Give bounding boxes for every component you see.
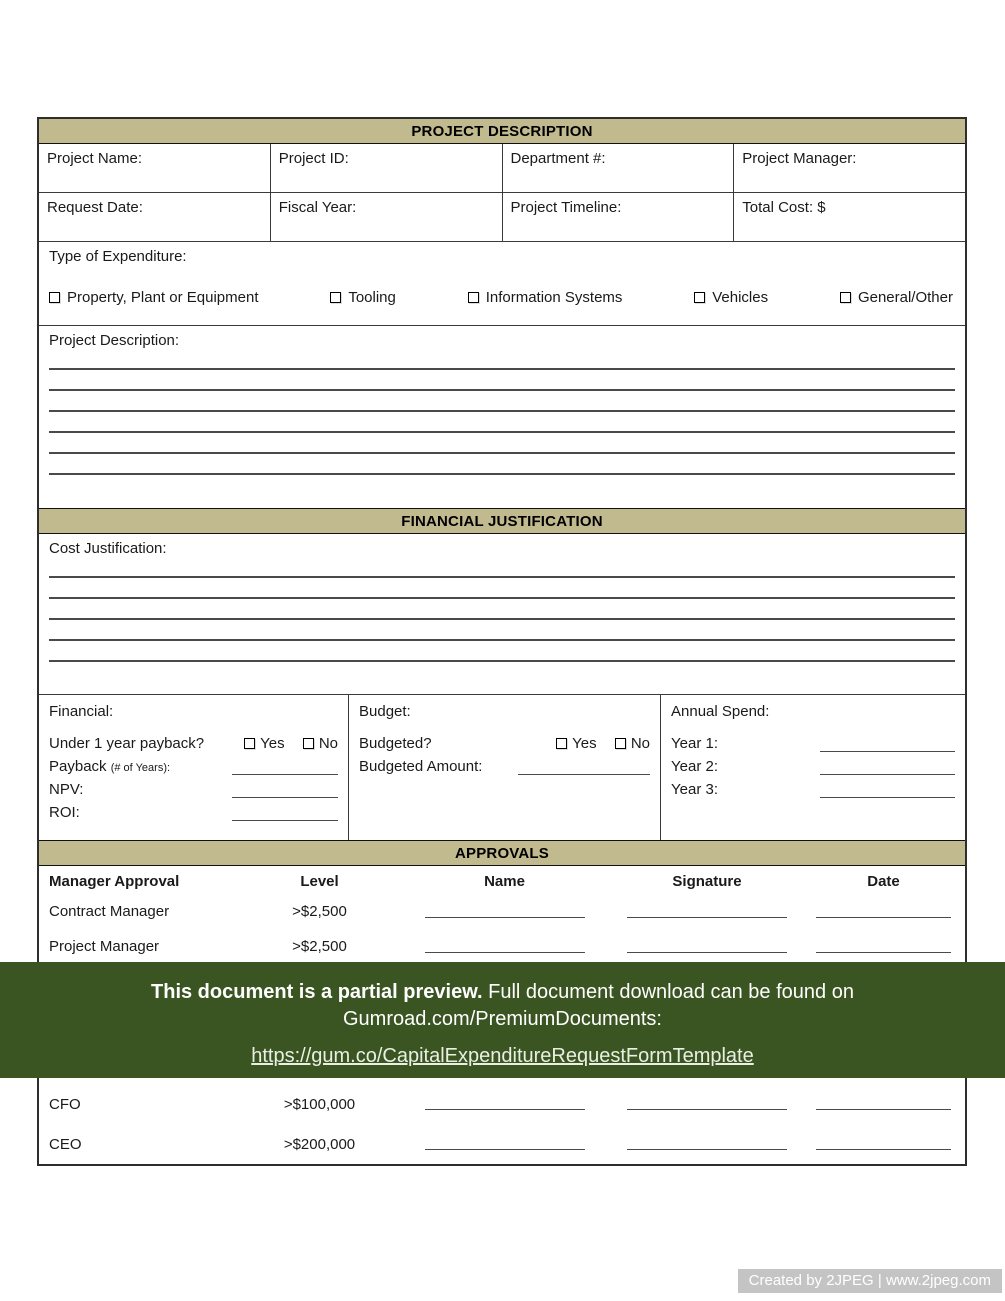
approver-role: Contract Manager <box>49 903 170 920</box>
expenditure-options <box>49 289 955 306</box>
option-vehicles: Vehicles <box>694 289 768 306</box>
approval-level: >$100,000 <box>283 1095 356 1113</box>
annual-spend-column <box>661 695 965 840</box>
form-row-1 <box>39 144 965 193</box>
name-signature-line <box>425 902 585 918</box>
write-line <box>49 433 955 454</box>
approver-role: Project Manager <box>49 938 160 955</box>
checkbox-icon <box>303 738 314 749</box>
checkbox-icon <box>49 292 60 303</box>
write-line <box>820 761 955 775</box>
checkbox-icon <box>244 738 255 749</box>
field-project-id: Project ID: <box>271 144 503 192</box>
write-line <box>49 349 955 370</box>
budget-heading: Budget: <box>359 703 411 720</box>
signature-line <box>627 1134 787 1150</box>
budgeted-yes-no: Yes No <box>556 735 650 752</box>
section-header-financial-justification: FINANCIAL JUSTIFICATION <box>39 508 965 534</box>
checkbox-icon <box>840 292 851 303</box>
approval-level: >$200,000 <box>283 1135 356 1153</box>
checkbox-icon <box>615 738 626 749</box>
payback-yes-no: Yes No <box>244 735 338 752</box>
signature-line <box>627 1094 787 1110</box>
financial-heading: Financial: <box>49 703 114 720</box>
approval-row-contract-manager <box>39 894 965 929</box>
field-request-date: Request Date: <box>39 193 271 241</box>
write-line <box>232 807 338 821</box>
approver-role: CFO <box>49 1095 81 1113</box>
signature-line <box>627 937 787 953</box>
field-fiscal-year: Fiscal Year: <box>271 193 503 241</box>
write-line <box>49 578 955 599</box>
option-general-other: General/Other <box>840 289 953 306</box>
npv-label: NPV: <box>49 781 84 798</box>
financial-column <box>39 695 349 840</box>
annual-spend-heading: Annual Spend: <box>671 703 770 720</box>
approval-level: >$2,500 <box>292 938 347 955</box>
approval-row-project-manager <box>39 929 965 964</box>
banner-line1-rest: Full document download can be found on <box>482 981 854 1003</box>
checkbox-icon <box>468 292 479 303</box>
approvals-header-level: Level <box>300 873 339 890</box>
watermark-badge: Created by 2JPEG | www.2jpeg.com <box>738 1269 1002 1293</box>
write-line <box>49 641 955 662</box>
option-property-plant-equipment: Property, Plant or Equipment <box>49 289 258 306</box>
approvals-header-row <box>39 866 965 894</box>
year3-label: Year 3: <box>671 781 718 798</box>
field-total-cost: Total Cost: $ <box>742 199 826 216</box>
write-line <box>820 784 955 798</box>
name-signature-line <box>425 937 585 953</box>
project-description-section <box>39 326 965 508</box>
date-line <box>816 902 951 918</box>
budgeted-question-label: Budgeted? <box>359 735 432 752</box>
approvals-header-manager: Manager Approval <box>49 873 180 890</box>
banner-line-2: Gumroad.com/PremiumDocuments: <box>343 1008 662 1030</box>
write-line <box>232 784 338 798</box>
field-project-name: Project Name: <box>39 144 271 192</box>
payback-question-label: Under 1 year payback? <box>49 735 205 752</box>
partial-preview-banner <box>0 962 1005 1078</box>
gumroad-link[interactable]: https://gum.co/CapitalExpenditureRequestFormTemplate <box>251 1045 754 1067</box>
cost-justification-label: Cost Justification: <box>49 540 167 557</box>
financial-budget-annual-row <box>39 695 965 840</box>
approvals-header-name: Name <box>484 873 525 890</box>
project-description-label: Project Description: <box>49 332 180 349</box>
cost-justification-section <box>39 534 965 695</box>
write-line <box>518 761 650 775</box>
write-line <box>49 412 955 433</box>
banner-line-1 <box>0 979 1005 1006</box>
signature-line <box>627 902 787 918</box>
budgeted-amount-label: Budgeted Amount: <box>359 758 483 775</box>
write-line <box>49 391 955 412</box>
write-line <box>820 738 955 752</box>
checkbox-icon <box>694 292 705 303</box>
year2-label: Year 2: <box>671 758 718 775</box>
approval-row-cfo <box>39 1084 965 1124</box>
write-line <box>49 620 955 641</box>
write-line <box>49 454 955 475</box>
type-of-expenditure-label: Type of Expenditure: <box>49 248 187 265</box>
name-signature-line <box>425 1094 585 1110</box>
approver-role: CEO <box>49 1135 82 1153</box>
name-signature-line <box>425 1134 585 1150</box>
checkbox-icon <box>556 738 567 749</box>
write-line <box>232 761 338 775</box>
roi-label: ROI: <box>49 804 80 821</box>
option-tooling: Tooling <box>330 289 396 306</box>
checkbox-icon <box>330 292 341 303</box>
write-line <box>49 599 955 620</box>
field-project-timeline: Project Timeline: <box>503 193 735 241</box>
option-information-systems: Information Systems <box>468 289 623 306</box>
date-line <box>816 1134 951 1150</box>
section-header-approvals: APPROVALS <box>39 840 965 866</box>
payback-years-label: Payback (# of Years): <box>49 758 171 775</box>
section-header-project-description: PROJECT DESCRIPTION <box>39 119 965 144</box>
year1-label: Year 1: <box>671 735 718 752</box>
write-line <box>49 557 955 578</box>
approval-level: >$2,500 <box>292 903 347 920</box>
field-department-number: Department #: <box>503 144 735 192</box>
budget-column <box>349 695 661 840</box>
date-line <box>816 1094 951 1110</box>
type-of-expenditure-section <box>39 242 965 326</box>
approval-row-ceo <box>39 1124 965 1164</box>
write-line <box>49 370 955 391</box>
form-row-2 <box>39 193 965 242</box>
approvals-header-date: Date <box>867 873 900 890</box>
banner-bold-text: This document is a partial preview. <box>151 981 483 1003</box>
date-line <box>816 937 951 953</box>
approvals-header-signature: Signature <box>672 873 742 890</box>
field-project-manager: Project Manager: <box>742 150 857 167</box>
